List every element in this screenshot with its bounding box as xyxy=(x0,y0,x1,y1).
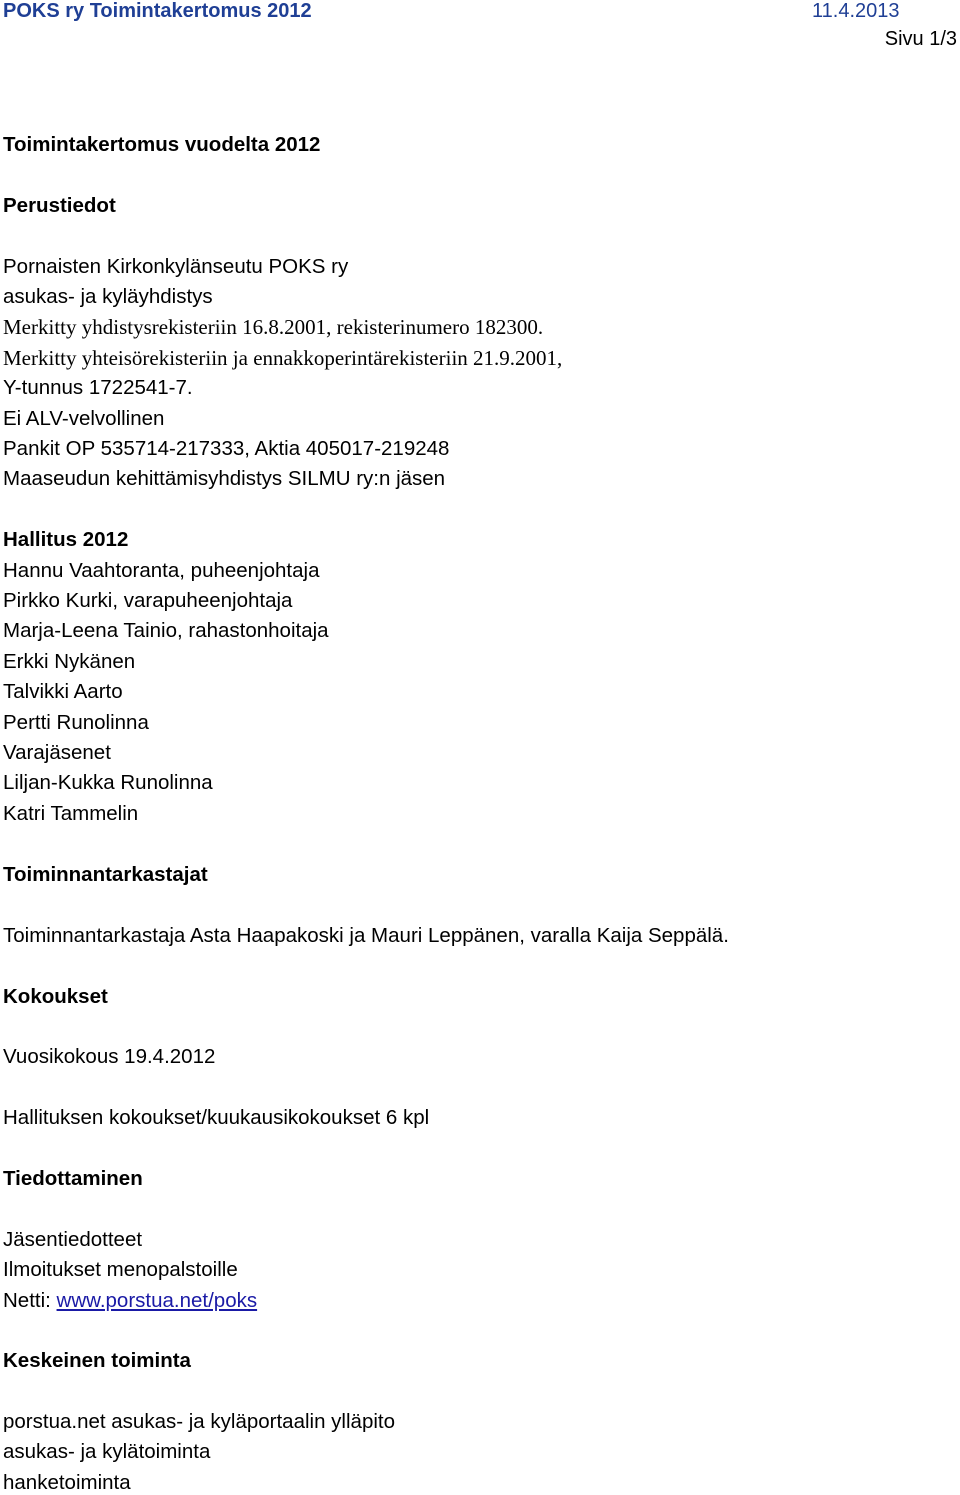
board-member: Hannu Vaahtoranta, puheenjohtaja xyxy=(3,559,320,582)
web-line xyxy=(3,1289,257,1313)
section-heading-board: Hallitus 2012 xyxy=(3,528,129,551)
board-member: Liljan-Kukka Runolinna xyxy=(3,771,213,794)
section-heading-meetings: Kokoukset xyxy=(3,985,108,1008)
web-label: Netti: xyxy=(3,1289,57,1312)
board-member: Erkki Nykänen xyxy=(3,650,136,673)
basic-info-line: Y-tunnus 1722541-7. xyxy=(3,376,193,399)
board-meetings: Hallituksen kokoukset/kuukausikokoukset 6 kpl xyxy=(3,1106,430,1129)
board-member: Marja-Leena Tainio, rahastonhoitaja xyxy=(3,619,329,642)
board-member: Pertti Runolinna xyxy=(3,711,149,734)
board-member: Talvikki Aarto xyxy=(3,680,123,703)
board-member: Katri Tammelin xyxy=(3,802,139,825)
page-header xyxy=(0,0,960,50)
main-title: Toimintakertomus vuodelta 2012 xyxy=(3,133,321,156)
basic-info-line: Pornaisten Kirkonkylänseutu POKS ry xyxy=(3,255,349,278)
header-title: POKS ry Toimintakertomus 2012 xyxy=(3,0,312,22)
web-link[interactable]: www.porstua.net/poks xyxy=(56,1289,258,1312)
basic-info-line: asukas- ja kyläyhdistys xyxy=(3,285,213,308)
basic-info-line: Pankit OP 535714-217333, Aktia 405017-219248 xyxy=(3,437,450,460)
board-member: Pirkko Kurki, varapuheenjohtaja xyxy=(3,589,293,612)
basic-info-line: Merkitty yhteisörekisteriin ja ennakkoperintärekisteriin 21.9.2001, xyxy=(3,346,563,370)
header-date: 11.4.2013 xyxy=(812,0,900,22)
communication-line: Jäsentiedotteet xyxy=(3,1228,143,1251)
core-activity-line: asukas- ja kylätoiminta xyxy=(3,1440,211,1463)
basic-info-line: Merkitty yhdistysrekisteriin 16.8.2001, rekisterinumero 182300. xyxy=(3,315,544,339)
core-activity-line: porstua.net asukas- ja kyläportaalin ylläpito xyxy=(3,1410,395,1433)
page-number: Sivu 1/3 xyxy=(884,28,957,50)
basic-info-line: Maaseudun kehittämisyhdistys SILMU ry:n jäsen xyxy=(3,467,446,490)
core-activity-line: hanketoiminta xyxy=(3,1471,131,1494)
basic-info-line: Ei ALV-velvollinen xyxy=(3,407,165,430)
section-heading-communication: Tiedottaminen xyxy=(3,1167,143,1190)
annual-meeting: Vuosikokous 19.4.2012 xyxy=(3,1045,216,1068)
auditors-text: Toiminnantarkastaja Asta Haapakoski ja Mauri Leppänen, varalla Kaija Seppälä. xyxy=(3,924,729,947)
communication-line: Ilmoitukset menopalstoille xyxy=(3,1258,238,1281)
section-heading-basic-info: Perustiedot xyxy=(3,194,116,217)
section-heading-core-activity: Keskeinen toiminta xyxy=(3,1349,191,1372)
section-heading-auditors: Toiminnantarkastajat xyxy=(3,863,208,886)
board-deputies-label: Varajäsenet xyxy=(3,741,111,764)
